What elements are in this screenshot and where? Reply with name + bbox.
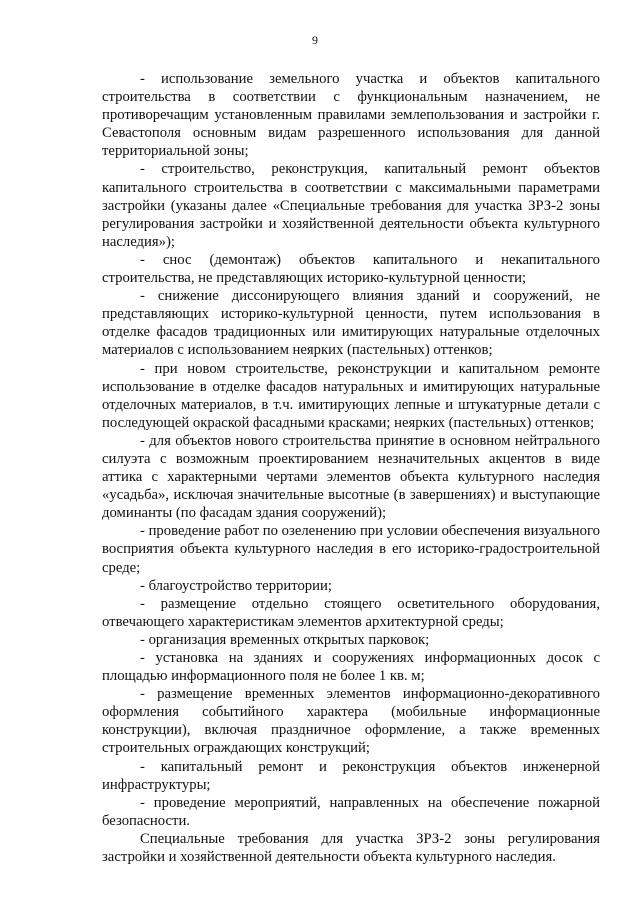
list-item-lighting: - размещение отдельно стоящего осветительного оборудования, отвечающего характеристикам элементов архитектурной среды; — [102, 595, 600, 630]
list-item-land-use: - использование земельного участка и объектов капитального строительства в соответствии с функциональным назначением, не противоречащим установленным правилами землепользования и застройки г. Севастополя основным видам разрешенного использования для данной территориальной зоны; — [102, 71, 600, 160]
list-item-neutral-silhouette: - для объектов нового строительства принятие в основном нейтрального силуэта с возможным проектированием незначительных акцентов в виде аттика с характерными чертами элементов объекта культурного наследия «усадьба», исключая значительные высотные (в завершениях) и выступающие доминанты (по фасадам здания сооружений); — [102, 432, 600, 522]
list-item-landscaping: - проведение работ по озеленению при условии обеспечения визуального восприятия объекта культурного наследия в его историко-градостроительной среде; — [102, 523, 600, 576]
list-item-temporary-decor: - размещение временных элементов информационно-декоративного оформления событийного характера (мобильные информационные конструкции), включая праздничное оформление, а также временных строительных ограждающих конструкций; — [102, 686, 600, 757]
list-item-dissonance-reduction: - снижение диссонирующего влияния зданий и сооружений, не представляющих историко-культурной ценности, путем использования в отделке фасадов традиционных или имитирующих натуральные отделочных материалов с использованием неярких (пастельных) оттенков; — [102, 288, 600, 359]
list-item-parking: - организация временных открытых парковок; — [140, 631, 430, 648]
list-item-demolition: - снос (демонтаж) объектов капитального и некапитального строительства, не представляющих историко-культурной ценности; — [102, 251, 600, 287]
list-item-improvement: - благоустройство территории; — [140, 577, 332, 594]
section-heading-special-requirements: Специальные требования для участка ЗРЗ-2 зоны регулирования застройки и хозяйственной деятельности объекта культурного наследия. — [102, 830, 600, 866]
list-item-construction: - строительство, реконструкция, капитальный ремонт объектов капитального строительства в соответствии с максимальными параметрами застройки (указаны далее «Специальные требования для участка ЗРЗ-2 зоны регулирования застройки и хозяйственной деятельности объекта культурного наследия»); — [102, 161, 600, 250]
list-item-info-boards: - установка на зданиях и сооружениях информационных досок с площадью информационного поля не более 1 кв. м; — [102, 650, 600, 685]
list-item-infrastructure: - капитальный ремонт и реконструкция объектов инженерной инфраструктуры; — [102, 758, 600, 793]
list-item-fire-safety: - проведение мероприятий, направленных на обеспечение пожарной безопасности. — [102, 794, 600, 829]
page-number: 9 — [312, 33, 318, 47]
list-item-facade-materials: - при новом строительстве, реконструкции и капитальном ремонте использование в отделке фасадов натуральных и имитирующих натуральные отделочных материалов, в т.ч. имитирующих лепные и штукатурные детали с последующей окраской фасадными красками; неярких (пастельных) оттенков; — [102, 360, 600, 431]
document-body — [102, 70, 600, 866]
